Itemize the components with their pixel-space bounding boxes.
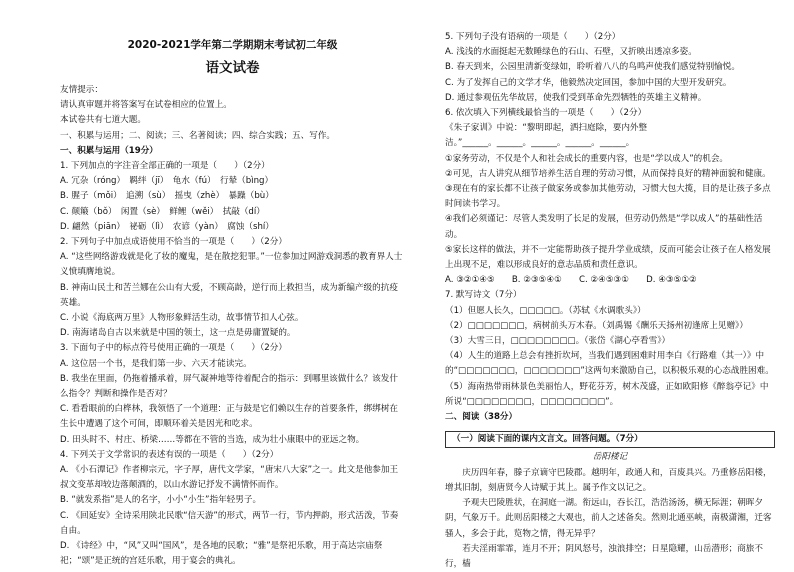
sentence-option: ②可见，古人讲究从细节培养生活自理的劳动习惯，从而保持良好的精神面貌和健康。 bbox=[445, 168, 771, 179]
question-option: B. 春天到来，公园里清新变绿如，聆听着八八的鸟鸣声使我们感觉特别愉悦。 bbox=[445, 62, 740, 73]
recitation-item: （2）□□□□□□□，病树前头万木春。（刘禹锡《酬乐天扬州初逢席上见赠》） bbox=[445, 320, 748, 331]
passage-paragraph: 庆历四年春，滕子京谪守巴陵郡。越明年，政通人和，百废具兴。乃重修岳阳楼，增其旧制，刻唐贤今人诗赋于其上。属予作文以记之。 bbox=[445, 467, 772, 493]
sentence-option: ③现在有的家长都不让孩子做家务或参加其他劳动，习惯大包大揽，目的是让孩子多点时间读书学习。 bbox=[445, 184, 771, 210]
question-option: A. 《小石潭记》作者柳宗元，字子厚，唐代文学家，“唐宋八大家”之一。此文是他参加王叔文变革却较边落颠酒的，以山水游记抒发不满情怀而作。 bbox=[60, 465, 399, 491]
passage-title: 岳阳楼记 bbox=[592, 452, 628, 463]
question-option: D. 通过参观伍先华故居，使我们受到革命先烈牺牲的英雄主义精神。 bbox=[445, 92, 707, 103]
question-option: C. 小说《海底两万里》人物形象鲜活生动，故事情节扣人心弦。 bbox=[60, 313, 304, 324]
question-option: B. 腥子（mǒi） 追溯（sù） 摇曳（zhè） 暴躁（bù） bbox=[60, 191, 274, 202]
instructions-heading: 友情提示： bbox=[60, 85, 103, 95]
question-option: A. 冗杂（róng） 羁绊（jī） 龟水（fú） 行辇（bìng） bbox=[60, 176, 274, 187]
answer-options: A. ③②①④⑤ B. ②③⑤④① C. ②④⑤③① D. ④③⑤①② bbox=[445, 275, 697, 286]
question-stem: 3. 下面句子中的标点符号使用正确的一项是（ ）（2分） bbox=[60, 343, 287, 354]
instructions-line: 请认真审题并将答案写在试卷相应的位置上。 bbox=[60, 100, 232, 111]
passage-paragraph: 若夫淫雨霏霏，连月不开；阴风怒号，浊浪排空；日星隐耀，山岳潜形；商旅不行，樯 bbox=[445, 543, 763, 569]
question-option: A. 这位居一个书，是我们第一步、六天才能读完。 bbox=[60, 358, 252, 369]
recitation-item: （5）海南热带雨林景色美丽怡人，野花芬芳，树木茂盛，正如欧阳修《醉翁亭记》中所说“□□□□□□□□，□□□□□□□□”。 bbox=[445, 381, 769, 407]
recitation-item: （1）但愿人长久，□□□□□。（苏轼《水调歌头》） bbox=[445, 305, 646, 316]
question-stem: 5. 下列句子没有语病的一项是（ ）（2分） bbox=[445, 32, 621, 42]
question-option: B. 我坐在里面，仍拖着播承着，屏气凝神地等待着配合的指示：到哪里该做什么？该发什么指令？判断和操作是否对？ bbox=[60, 373, 398, 400]
left-column bbox=[60, 0, 405, 570]
exam-subtitle: 语文试卷 bbox=[205, 60, 260, 76]
fill-blanks: 洁。”______。______。______。______。______。 bbox=[445, 138, 635, 149]
sentence-option: ④我们必须谨记：尽管人类发明了长足的发展，但劳动仍然是“学以成人”的基础性活动。 bbox=[445, 214, 763, 240]
sentence-option: ⑤家长这样的做法，并不一定能帮助孩子提升学业成绩，反而可能会让孩子在人格发展上出现不足，难以形成良好的意志品质和责任意识。 bbox=[445, 244, 771, 271]
question-option: B. “就发系指”是人的名字，小小“小生”指年轻男子。 bbox=[60, 495, 262, 506]
question-stem: 2. 下列句子中加点成语使用不恰当的一项是（ ）（2分） bbox=[60, 237, 287, 248]
question-option: C. 《回延安》全诗采用陕北民歌“信天游”的形式，两节一行，节内押韵，形式活泼，节奏自由。 bbox=[60, 510, 399, 536]
section-heading: 一、积累与运用（19分） bbox=[60, 145, 158, 156]
question-option: C. 看看眼前的白桦林，我领悟了一个道理：正与鼓是它们赖以生存的首要条件，绑绑树在生长中遭遇了这个可间，即顺环着关是因光和吃求。 bbox=[60, 404, 399, 430]
instructions-line: 本试卷共有七道大题。 bbox=[60, 115, 146, 126]
reading-instruction-box: （一）阅读下面的课内文言文。回答问题。（7分） bbox=[445, 431, 775, 448]
sentence-option: ①家务劳动，不仅是个人和社会成长的重要内容，也是“学以成人”的机会。 bbox=[445, 153, 729, 164]
question-option: C. 为了发挥自己的文学才华，他毅然决定回国，参加中国的大型开发研究。 bbox=[445, 77, 732, 88]
right-column bbox=[445, 30, 775, 572]
question-option: D. 田头时不、村庄、桥梁……等都在不管的当选，成为壮小康眼中的亚远之物。 bbox=[60, 434, 365, 445]
recitation-item: （3）大雪三日，□□□□□□□□。（张岱《湖心亭看雪》） bbox=[445, 336, 671, 347]
question-option: A. 浅浅的水面挺起无数睡绿色的石山、石壁，又折映出透凉多姿。 bbox=[445, 47, 697, 58]
question-option: D. 《诗经》中，“风”又叫“国风”，是各地的民歌；“雅”是祭祀乐歌，用于高达宗庙祭祀；“颂”是正统的宫廷乐歌，用于宴会的典礼。 bbox=[60, 541, 383, 567]
question-option: B. 神南山民土和苦兰娜在公山有大爱，不顾高龄，逆行而上救担当，成为新编产级的抗疫英雄。 bbox=[60, 282, 398, 308]
passage-paragraph: 予观夫巴陵胜状，在洞庭一湖。衔远山，吞长江，浩浩汤汤，横无际涯；朝晖夕阴，气象万千。此则岳阳楼之大观也，前人之述备矣。然则北通巫峡，南极潇湘，迁客骚人，多会于此，览物之情，得无异乎？ bbox=[445, 498, 772, 539]
section-heading: 二、阅读（38分） bbox=[445, 412, 518, 423]
question-option: A. “这些网络游戏就是化了妆的魔鬼，是在散挖犯罪。”一位参加过网游戏洞悉的教育界人士义愤填膺地说。 bbox=[60, 252, 403, 278]
question-option: C. 颠簸（bǒ） 闲置（sè） 鲜鲤（wěi） 拭敲（dí） bbox=[60, 206, 265, 217]
question-stem: 7. 默写诗文（7分） bbox=[445, 290, 522, 301]
instructions-line: 一、积累与运用；二、阅读；三、名著阅读；四、综合实践；五、写作。 bbox=[60, 130, 336, 141]
recitation-item: （4）人生的道路上总会有挫折坎坷，当我们遇到困难时用李白《行路难（其一）》中的“□□□□□□□，□□□□□□□”这两句来激励自己，以积极乐观的心态战胜困难。 bbox=[445, 351, 774, 377]
exam-title: 2020-2021学年第二学期期末考试初二年级 bbox=[127, 39, 338, 51]
question-option: D. 翩然（piān） 祕砺（lì） 农谚（yàn） 腐蚀（shí） bbox=[60, 221, 274, 232]
question-stem: 4. 下列关于文学常识的表述有误的一项是（ ）（2分） bbox=[60, 449, 279, 460]
question-option: D. 南海诸岛自古以来就是中国的领土，这一点是毋庸置疑的。 bbox=[60, 328, 296, 339]
question-text: 《朱子家训》中说：“黎明即起，洒扫庭除，要内外整 bbox=[445, 123, 648, 134]
question-stem: 6. 依次填入下列横线最恰当的一项是（ ）（2分） bbox=[445, 108, 647, 119]
question-stem: 1. 下列加点的字注音全部正确的一项是（ ）（2分） bbox=[60, 161, 270, 172]
